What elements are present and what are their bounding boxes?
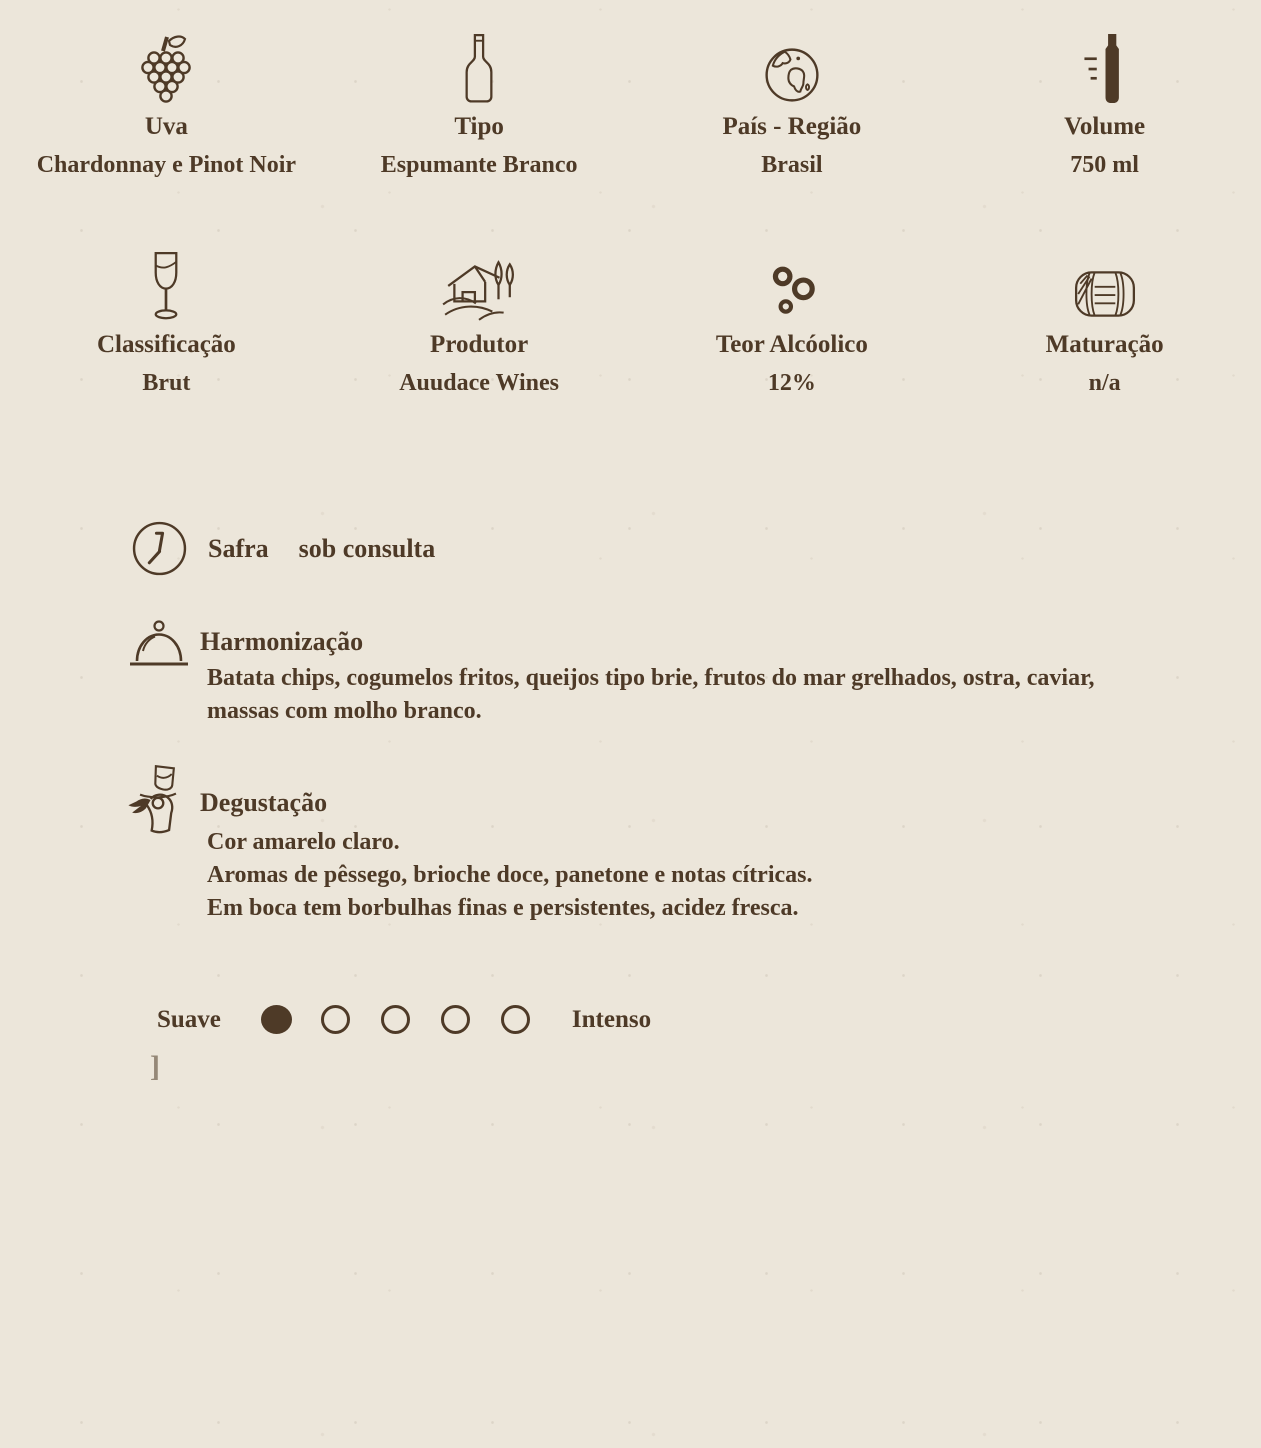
spec-row-1 — [10, 30, 1261, 180]
safra-label: Safra — [208, 533, 269, 563]
spec-label: Maturação — [1045, 331, 1164, 358]
safra-value: sob consulta — [298, 533, 436, 563]
spec-value: 750 ml — [1070, 152, 1139, 178]
spec-value: Brut — [142, 370, 191, 396]
spec-item-volume — [948, 30, 1261, 180]
intensity-dot-empty — [321, 1005, 350, 1034]
sommelier-hand-icon — [120, 763, 196, 839]
intensity-scale — [157, 1005, 651, 1034]
bubbles-icon — [768, 248, 816, 322]
spec-value: 12% — [767, 370, 816, 396]
intensity-dots — [261, 1005, 530, 1034]
globe-icon — [763, 30, 821, 104]
harmonizacao-title: Harmonização — [200, 627, 364, 656]
champagne-glass-icon — [142, 248, 190, 322]
intensity-dot-filled — [261, 1005, 292, 1034]
degustacao-body — [207, 826, 1112, 925]
degustacao-line: Cor amarelo claro. — [207, 829, 400, 855]
spec-item-classificacao — [10, 248, 323, 398]
spec-value: Chardonnay e Pinot Noir — [36, 152, 297, 178]
spec-label: Classificação — [96, 331, 236, 358]
spec-label: Volume — [1064, 113, 1146, 140]
intensity-left-label: Suave — [157, 1005, 221, 1033]
spec-item-maturacao — [948, 248, 1261, 398]
intensity-dot-empty — [381, 1005, 410, 1034]
degustacao-line: Aromas de pêssego, brioche doce, panetone e notas cítricas. — [207, 862, 813, 888]
intensity-dot-empty — [501, 1005, 530, 1034]
spec-item-pais-regiao — [636, 30, 949, 180]
intensity-dot-empty — [441, 1005, 470, 1034]
spec-item-uva — [10, 30, 323, 180]
intensity-right-label: Intenso — [571, 1005, 652, 1033]
volume-bottle-icon — [1081, 30, 1129, 104]
spec-item-tipo — [323, 30, 636, 180]
spec-label: Teor Alcóolico — [715, 331, 868, 358]
spec-label: Tipo — [454, 113, 504, 140]
cloche-icon — [126, 618, 192, 668]
wine-bottle-icon — [463, 30, 495, 104]
spec-value: Brasil — [761, 152, 823, 178]
spec-value: n/a — [1088, 370, 1121, 396]
spec-value: Auudace Wines — [399, 370, 560, 396]
safra-section — [131, 520, 435, 577]
winery-icon — [440, 248, 518, 322]
spec-value: Espumante Branco — [380, 152, 578, 178]
spec-label: Uva — [144, 113, 188, 140]
spec-row-2 — [10, 248, 1261, 398]
spec-label: País - Região — [722, 113, 862, 140]
spec-item-teor-alcoolico — [636, 248, 949, 398]
grapes-icon — [135, 30, 197, 104]
spec-item-produtor — [323, 248, 636, 398]
clock-icon — [131, 520, 188, 577]
degustacao-title: Degustação — [200, 788, 328, 817]
degustacao-line: Em boca tem borbulhas finas e persistentes, acidez fresca. — [207, 895, 799, 921]
spec-label: Produtor — [430, 331, 529, 358]
barrel-icon — [1072, 248, 1138, 322]
harmonizacao-body: Batata chips, cogumelos fritos, queijos tipo brie, frutos do mar grelhados, ostra, caviar, massas com molho branco. — [207, 665, 1095, 724]
stray-bracket: ] — [150, 1050, 160, 1083]
